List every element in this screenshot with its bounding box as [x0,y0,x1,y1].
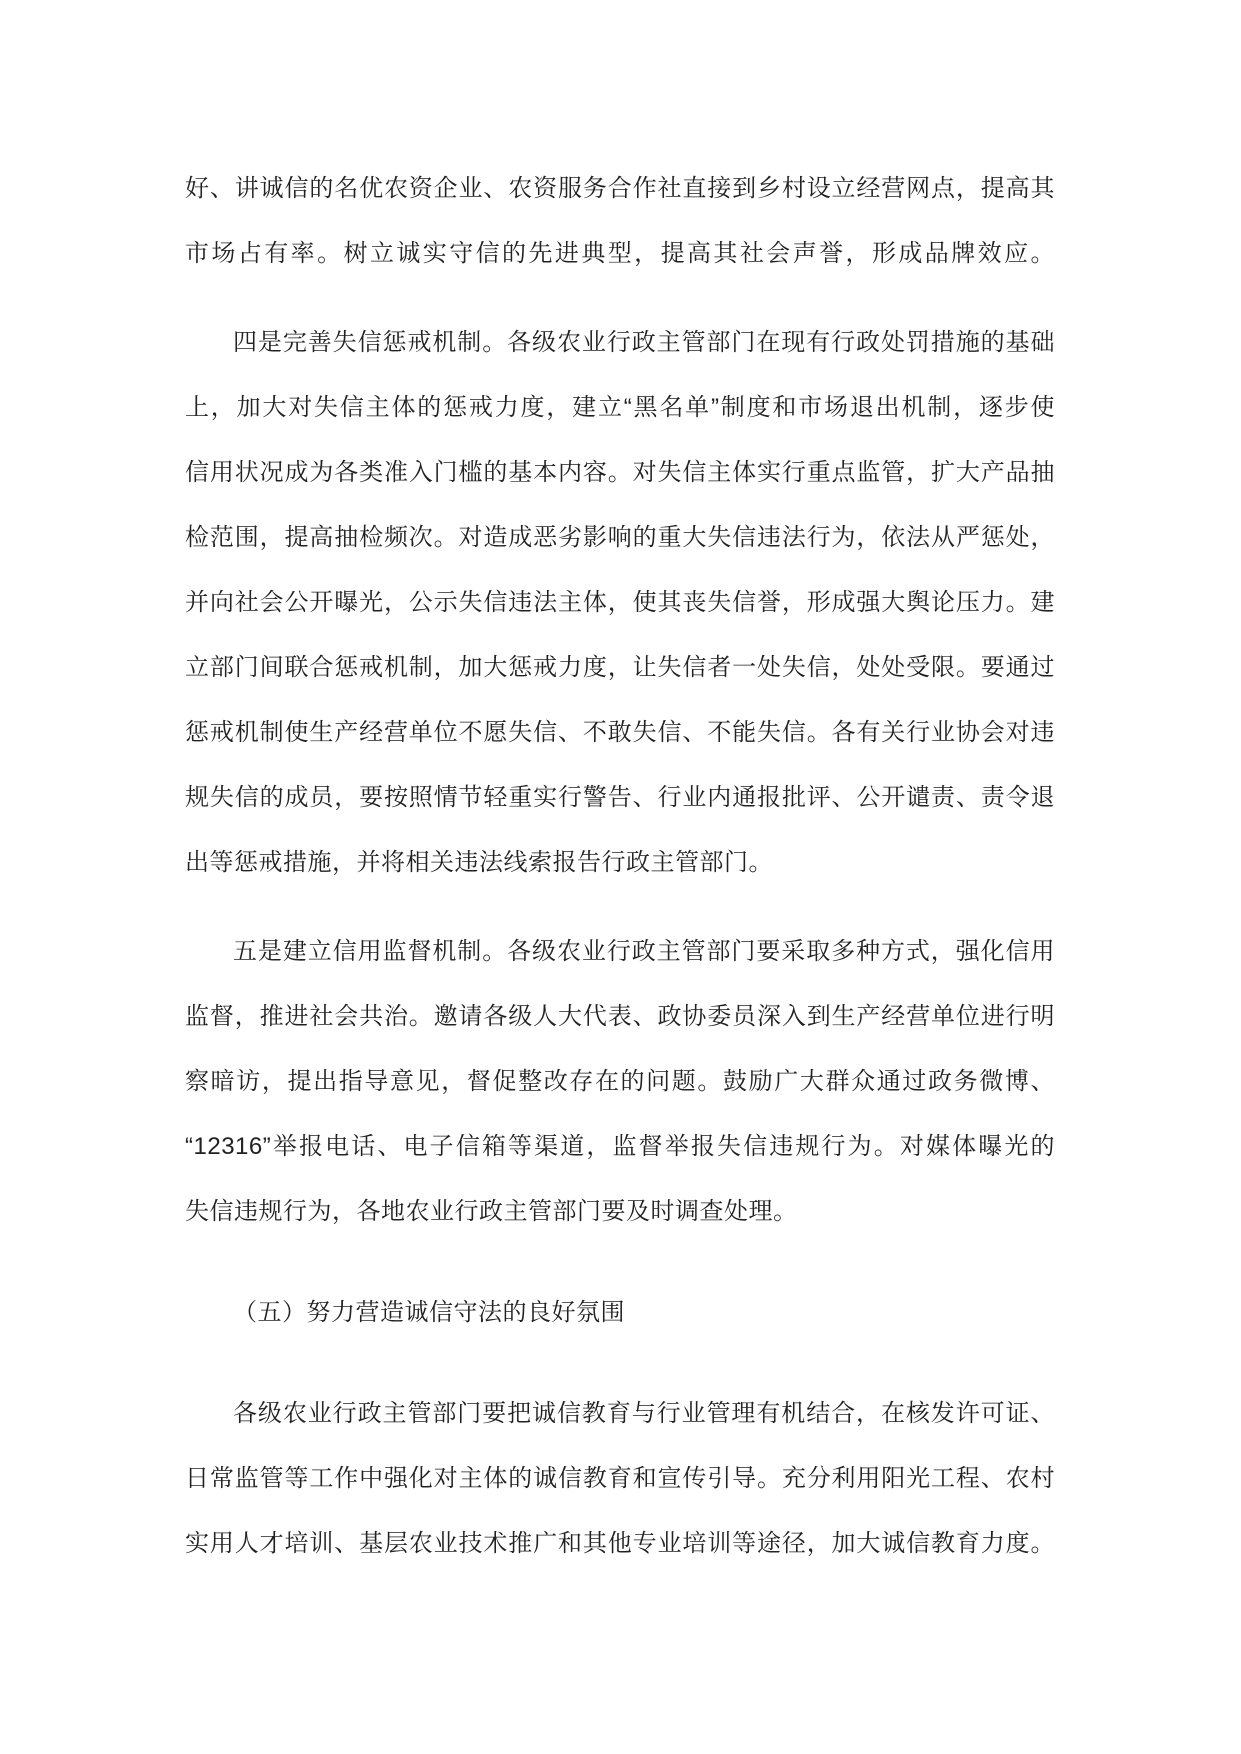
text-line: 各级农业行政主管部门要把诚信教育与行业管理有机结合，在核发许可证、 [233,1400,1055,1427]
text-line: 市场占有率。树立诚实守信的先进典型，提高其社会声誉，形成品牌效应。 [185,240,1055,267]
paragraph [185,1381,1055,1576]
text-line: 四是完善失信惩戒机制。各级农业行政主管部门在现有行政处罚措施的基础 [233,329,1055,356]
text-line: “12316”举报电话、电子信箱等渠道，监督举报失信违规行为。对媒体曝光的 [185,1133,1055,1160]
text-line: 惩戒机制使生产经营单位不愿失信、不敢失信、不能失信。各有关行业协会对违 [185,719,1055,746]
paragraph [185,310,1055,895]
text-line: 上，加大对失信主体的惩戒力度，建立“黑名单”制度和市场退出机制，逐步使 [185,394,1055,421]
paragraph [185,156,1055,286]
text-line: 监督，推进社会共治。邀请各级人大代表、政协委员深入到生产经营单位进行明 [185,1003,1055,1030]
text-line: 实用人才培训、基层农业技术推广和其他专业培训等途径，加大诚信教育力度。 [185,1530,1055,1557]
text-line: 规失信的成员，要按照情节轻重实行警告、行业内通报批评、公开谴责、责令退 [185,784,1055,811]
text-line: 出等惩戒措施，并将相关违法线索报告行政主管部门。 [185,849,773,876]
text-line: 检范围，提高抽检频次。对造成恶劣影响的重大失信违法行为，依法从严惩处， [185,524,1055,551]
text-line: 日常监管等工作中强化对主体的诚信教育和宣传引导。充分利用阳光工程、农村 [185,1465,1055,1492]
text-line: 好、讲诚信的名优农资企业、农资服务合作社直接到乡村设立经营网点，提高其 [185,175,1055,202]
text-line: 立部门间联合惩戒机制，加大惩戒力度，让失信者一处失信，处处受限。要通过 [185,654,1055,681]
text-line: 察暗访，提出指导意见，督促整改存在的问题。鼓励广大群众通过政务微博、 [185,1068,1055,1095]
text-line: 失信违规行为，各地农业行政主管部门要及时调查处理。 [185,1198,798,1225]
section-heading [185,1280,1055,1345]
text-line: 并向社会公开曝光，公示失信违法主体，使其丧失信誉，形成强大舆论压力。建 [185,589,1055,616]
text-line: 五是建立信用监督机制。各级农业行政主管部门要采取多种方式，强化信用 [233,938,1055,965]
text-line: 信用状况成为各类准入门槛的基本内容。对失信主体实行重点监管，扩大产品抽 [185,459,1055,486]
heading-text-line: （五）努力营造诚信守法的良好氛围 [233,1299,625,1326]
paragraph [185,919,1055,1244]
